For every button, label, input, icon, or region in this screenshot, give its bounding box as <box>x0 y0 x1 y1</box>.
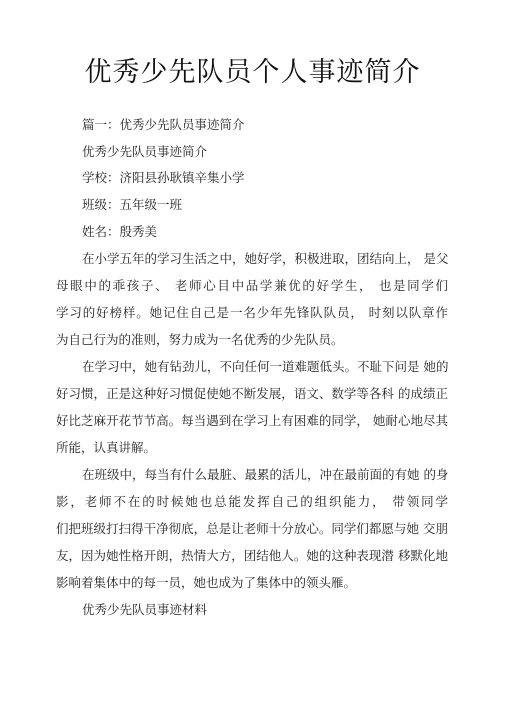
paragraph-2-line-3: 好比芝麻开花节节高。每当遇到在学习上有困难的同学， 她耐心地尽其 <box>56 413 448 428</box>
paragraph-3-line-5: 影响着集体中的每一员，她也成为了集体中的领头雁。 <box>56 575 357 590</box>
paragraph-1-line-1: 在小学五年的学习生活之中，她好学，积极进取，团结向上， 是父 <box>82 251 449 266</box>
paragraph-3-line-2: 影，老师不在的时候她也总能发挥自己的组织能力， 带领同学 <box>56 494 448 509</box>
document-title: 优秀少先队员个人事迹简介 <box>84 57 421 88</box>
paragraph-2-line-2: 好习惯，正是这种好习惯促使她不断发展，语文、数学等各科 的成绩正 <box>56 386 448 401</box>
subheading: 优秀少先队员事迹简介 <box>82 144 208 159</box>
paragraph-3-line-4: 友，因为她性格开朗，热情大方，团结他人。她的这种表现潜 移默化地 <box>56 548 448 563</box>
paragraph-1-line-4: 为自己行为的准则，努力成为一名优秀的少先队员。 <box>56 332 344 347</box>
school-line: 学校：济阳县孙耿镇辛集小学 <box>82 170 245 185</box>
name-line: 姓名：殷秀美 <box>82 224 158 239</box>
paragraph-1-line-2: 母眼中的乖孩子、 老师心目中品学兼优的好学生， 也是同学们 <box>56 278 448 293</box>
paragraph-2-line-1: 在学习中，她有钻劲儿，不向任何一道难题低头。不耻下问是 她的 <box>82 359 449 374</box>
paragraph-3-line-3: 们把班级打扫得干净彻底，总是让老师十分放心。同学们都愿与她 交朋 <box>56 521 448 536</box>
class-line: 班级：五年级一班 <box>82 197 183 212</box>
paragraph-1-line-3: 学习的好榜样。她记住自己是一名少年先锋队队员， 时刻以队章作 <box>56 305 448 320</box>
section-heading: 篇一：优秀少先队员事迹简介 <box>82 117 245 132</box>
closing-heading: 优秀少先队员事迹材料 <box>82 602 208 617</box>
paragraph-2-line-4: 所能，认真讲解。 <box>56 440 157 455</box>
paragraph-3-line-1: 在班级中，每当有什么最脏、最累的活儿，冲在最前面的有她 的身 <box>82 467 449 482</box>
